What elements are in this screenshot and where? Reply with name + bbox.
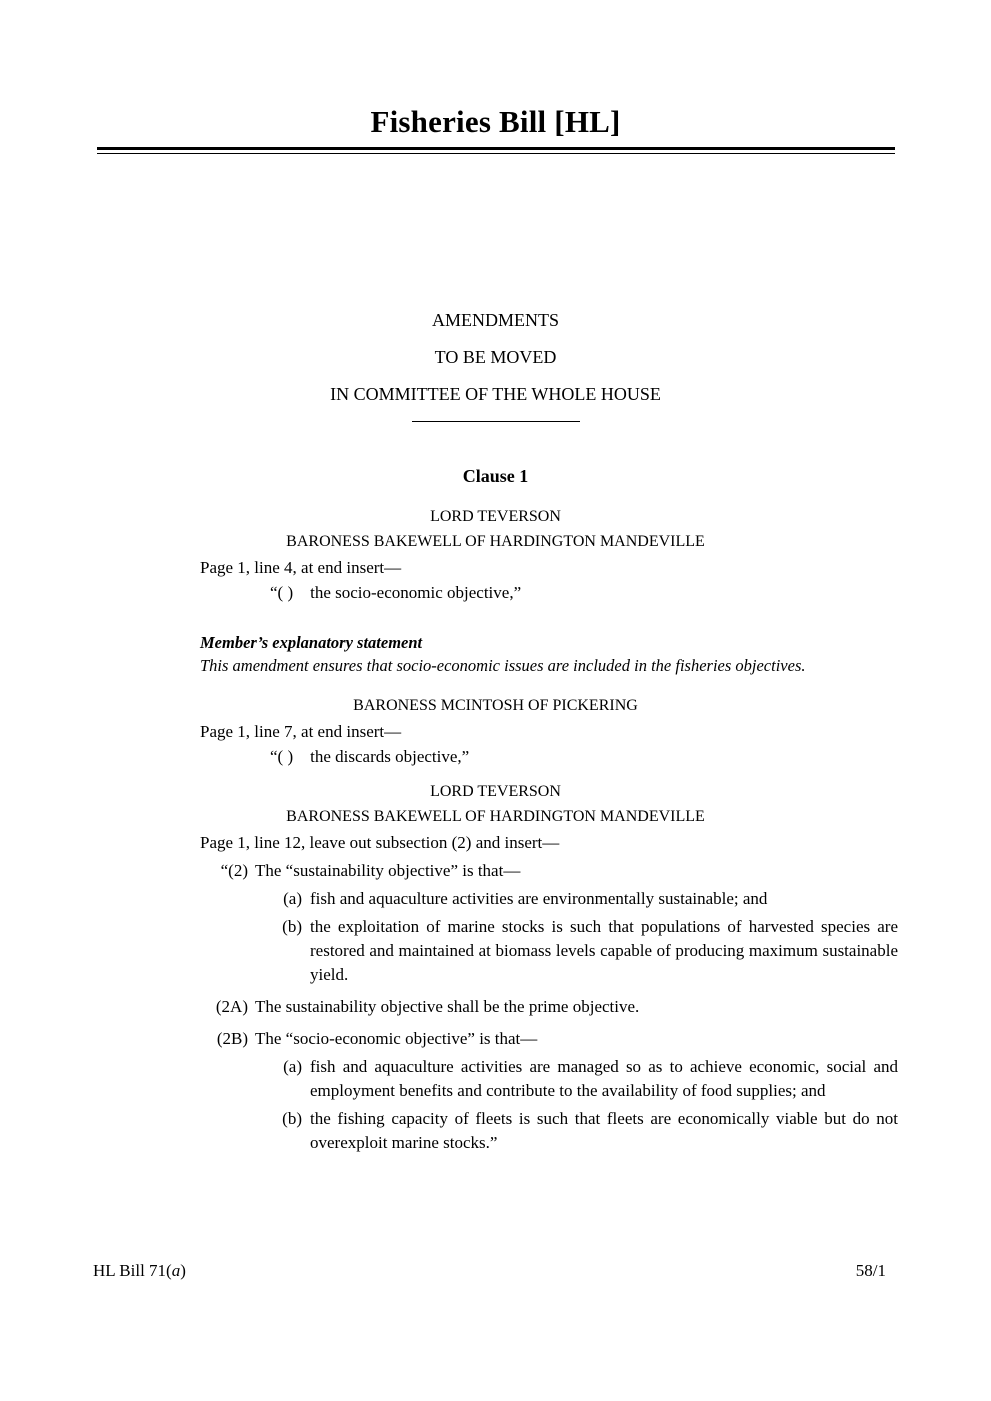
amendment1-sponsors: [93, 504, 898, 554]
bill-title: Fisheries Bill [HL]: [370, 104, 621, 139]
subsection-text: the exploitation of marine stocks is such that populations of harvested species are restored and maintained at biomass levels capable of producing maximum sustainable yield.: [310, 917, 898, 984]
page-footer: [93, 1260, 886, 1282]
session-heading-line: IN COMMITTEE OF THE WHOLE HOUSE: [330, 384, 661, 404]
sponsor-name: BARONESS BAKEWELL OF HARDINGTON MANDEVILLE: [286, 533, 705, 550]
footer-page-ref: 58/1: [855, 1261, 886, 1280]
footer-bill-number: [93, 1260, 186, 1282]
session-heading-line: TO BE MOVED: [434, 347, 557, 367]
subsection-label: (2A): [215, 997, 248, 1016]
subsection-item: [200, 859, 898, 883]
subsection-text: fish and aquaculture activities are environmentally sustainable; and: [310, 889, 768, 908]
subsection-text: the fishing capacity of fleets is such that fleets are economically viable but do not overexploit marine stocks.”: [310, 1109, 898, 1152]
title-rule: [97, 147, 895, 154]
subsection-label: “(2): [220, 861, 248, 880]
section-divider: [412, 421, 580, 422]
explanatory-statement-heading: Member’s explanatory statement: [200, 633, 423, 652]
clause-heading: Clause 1: [462, 466, 529, 486]
subsection-item: [270, 1055, 898, 1103]
session-heading: [0, 310, 991, 405]
subsection-item: [270, 887, 898, 911]
sponsor-name: LORD TEVERSON: [430, 783, 561, 800]
subsection-label: (b): [282, 917, 302, 936]
subsection-item: [270, 1107, 898, 1155]
amendment1-inserted-text: “( ) the socio-economic objective,”: [270, 583, 522, 602]
amendment2-sponsors: [93, 693, 898, 718]
subsection-item: [200, 995, 898, 1019]
subsection-label: (a): [283, 889, 302, 908]
footer-bill-number-prefix: HL Bill 71(: [93, 1261, 172, 1280]
sponsor-name: BARONESS MCINTOSH OF PICKERING: [353, 697, 638, 714]
sponsor-name: BARONESS BAKEWELL OF HARDINGTON MANDEVILLE: [286, 808, 705, 825]
amendment3-instruction: Page 1, line 12, leave out subsection (2) and insert—: [200, 833, 560, 852]
explanatory-statement-text: This amendment ensures that socio-economic issues are included in the fisheries objectives.: [200, 656, 806, 675]
subsection-text: fish and aquaculture activities are managed so as to achieve economic, social and employment benefits and contribute to the availability of food supplies; and: [310, 1057, 898, 1100]
amendments-content: [93, 504, 898, 1155]
amendment2-instruction: Page 1, line 7, at end insert—: [200, 722, 402, 741]
subsection-item: [270, 915, 898, 987]
subsection-label: (a): [283, 1057, 302, 1076]
subsection-item: [200, 1027, 898, 1051]
footer-bill-number-letter: a: [171, 1261, 181, 1280]
amendment1-instruction: Page 1, line 4, at end insert—: [200, 558, 402, 577]
session-heading-line: AMENDMENTS: [431, 310, 559, 330]
subsection-label: (2B): [216, 1029, 248, 1048]
amendment2-inserted-text: “( ) the discards objective,”: [270, 747, 470, 766]
subsection-text: The sustainability objective shall be the prime objective.: [255, 997, 640, 1016]
footer-bill-number-suffix: ): [180, 1261, 186, 1280]
title-rule-thick: [97, 147, 895, 150]
subsection-text: The “sustainability objective” is that—: [255, 861, 521, 880]
title-rule-thin: [97, 153, 895, 154]
subsection-label: (b): [282, 1109, 302, 1128]
subsection-text: The “socio-economic objective” is that—: [255, 1029, 538, 1048]
sponsor-name: LORD TEVERSON: [430, 508, 561, 525]
amendment3-sponsors: [93, 779, 898, 829]
